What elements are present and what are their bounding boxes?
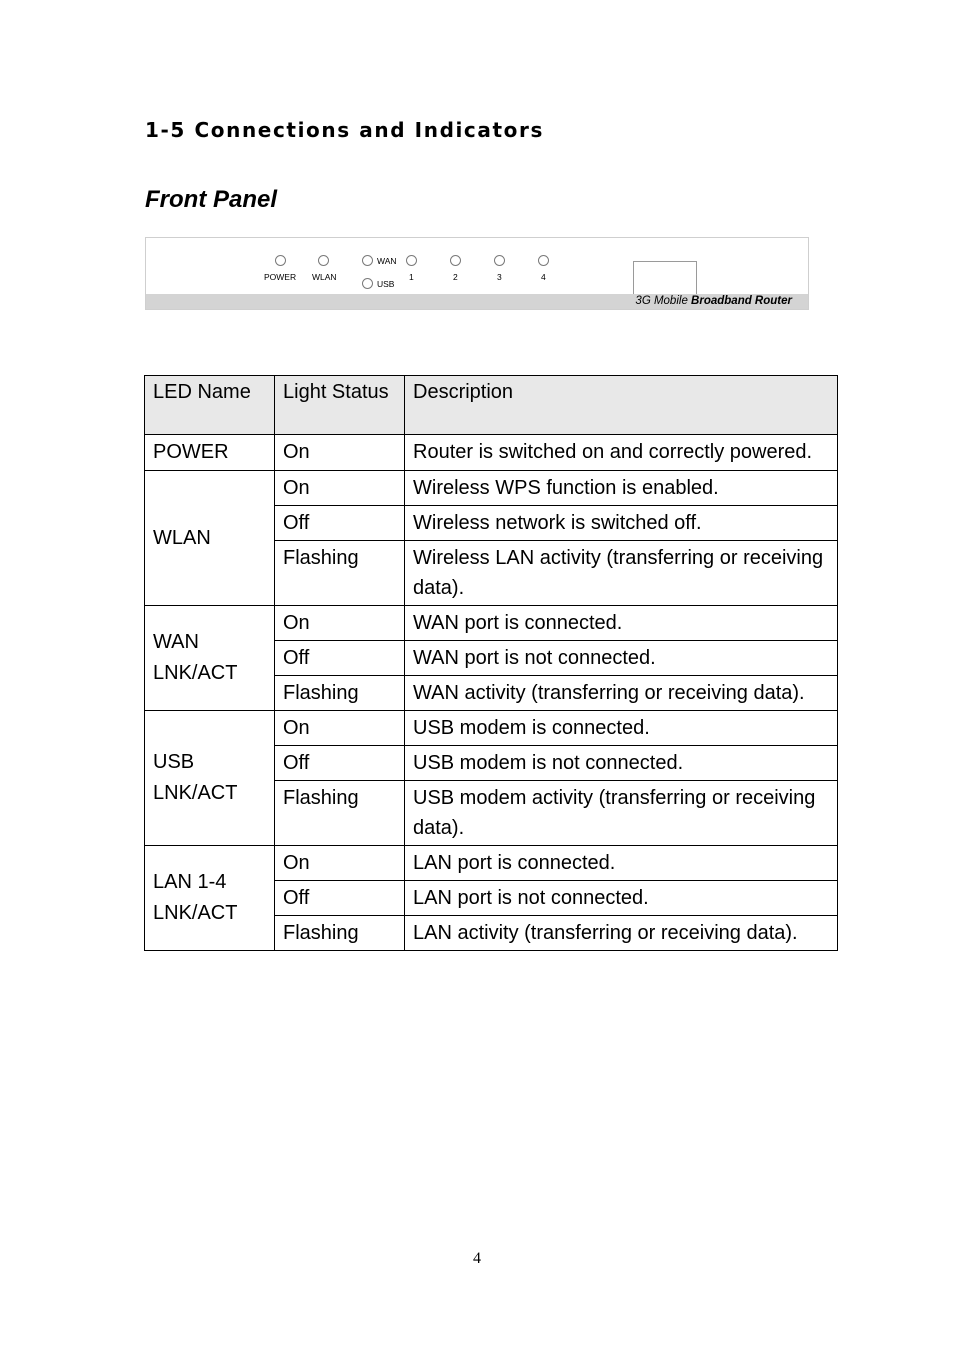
- description-cell: Router is switched on and correctly powered.: [405, 435, 838, 471]
- header-description: Description: [405, 376, 838, 435]
- front-panel-subtitle: Front Panel: [145, 186, 278, 213]
- led-name-line: USB: [153, 751, 195, 773]
- description-cell: USB modem activity (transferring or receiving data).: [405, 781, 838, 846]
- description-cell: LAN port is connected.: [405, 846, 838, 881]
- lan3-led-icon: [494, 255, 505, 266]
- light-status-cell: Flashing: [275, 781, 405, 846]
- table-row: [145, 846, 838, 881]
- led-name-line: LNK/ACT: [153, 782, 238, 804]
- lan4-led-icon: [538, 255, 549, 266]
- led-name-line: LNK/ACT: [153, 902, 238, 924]
- description-cell: WAN port is connected.: [405, 606, 838, 641]
- led-name-cell: [145, 711, 275, 846]
- description-cell: USB modem is not connected.: [405, 746, 838, 781]
- light-status-cell: Off: [275, 746, 405, 781]
- led-name-cell: [145, 606, 275, 711]
- table-row: [145, 606, 838, 641]
- wan-led-label: WAN: [377, 256, 397, 266]
- section-title: 1-5 Connections and Indicators: [145, 118, 544, 142]
- description-cell: Wireless WPS function is enabled.: [405, 471, 838, 506]
- light-status-cell: Off: [275, 641, 405, 676]
- light-status-cell: Flashing: [275, 541, 405, 606]
- led-name-line: WLAN: [153, 526, 211, 549]
- light-status-cell: Off: [275, 881, 405, 916]
- led-name-cell: [145, 846, 275, 951]
- light-status-cell: On: [275, 711, 405, 746]
- led-name-line: LNK/ACT: [153, 662, 238, 684]
- front-panel-illustration: [145, 237, 809, 310]
- panel-window: [633, 261, 697, 295]
- usb-led-label: USB: [377, 279, 395, 289]
- page-number: 4: [473, 1250, 481, 1267]
- lan1-led-label: 1: [409, 272, 414, 282]
- light-status-cell: On: [275, 435, 405, 471]
- model-prefix: 3G Mobile: [635, 295, 688, 307]
- light-status-cell: On: [275, 606, 405, 641]
- lan3-led-label: 3: [497, 272, 502, 282]
- light-status-cell: On: [275, 471, 405, 506]
- led-name-line: WAN: [153, 631, 199, 653]
- lan4-led-label: 4: [541, 272, 546, 282]
- light-status-cell: Flashing: [275, 916, 405, 951]
- panel-model-name: [635, 294, 792, 309]
- light-status-cell: Off: [275, 506, 405, 541]
- lan1-led-icon: [406, 255, 417, 266]
- table-header-row: [145, 376, 838, 435]
- header-led-name: LED Name: [145, 376, 275, 435]
- led-name-cell: [145, 435, 275, 471]
- table-row: [145, 435, 838, 471]
- description-cell: WAN activity (transferring or receiving data).: [405, 676, 838, 711]
- light-status-cell: On: [275, 846, 405, 881]
- table-row: [145, 471, 838, 506]
- wan-led-icon: [362, 255, 373, 266]
- power-led-icon: [275, 255, 286, 266]
- wlan-led-icon: [318, 255, 329, 266]
- light-status-cell: Flashing: [275, 676, 405, 711]
- description-cell: WAN port is not connected.: [405, 641, 838, 676]
- led-name-line: LAN 1-4: [153, 871, 227, 893]
- wlan-led-label: WLAN: [312, 272, 337, 282]
- power-led-label: POWER: [264, 272, 297, 282]
- description-cell: Wireless network is switched off.: [405, 506, 838, 541]
- led-name-line: POWER: [153, 441, 229, 463]
- model-suffix: Broadband Router: [691, 295, 792, 307]
- table-row: [145, 711, 838, 746]
- led-name-cell: [145, 471, 275, 606]
- description-cell: LAN activity (transferring or receiving data).: [405, 916, 838, 951]
- lan2-led-icon: [450, 255, 461, 266]
- usb-led-icon: [362, 278, 373, 289]
- table-body: [145, 435, 838, 951]
- description-cell: USB modem is connected.: [405, 711, 838, 746]
- lan2-led-label: 2: [453, 272, 458, 282]
- description-cell: LAN port is not connected.: [405, 881, 838, 916]
- description-cell: Wireless LAN activity (transferring or receiving data).: [405, 541, 838, 606]
- header-light-status: Light Status: [275, 376, 405, 435]
- led-indicator-table: [144, 375, 838, 951]
